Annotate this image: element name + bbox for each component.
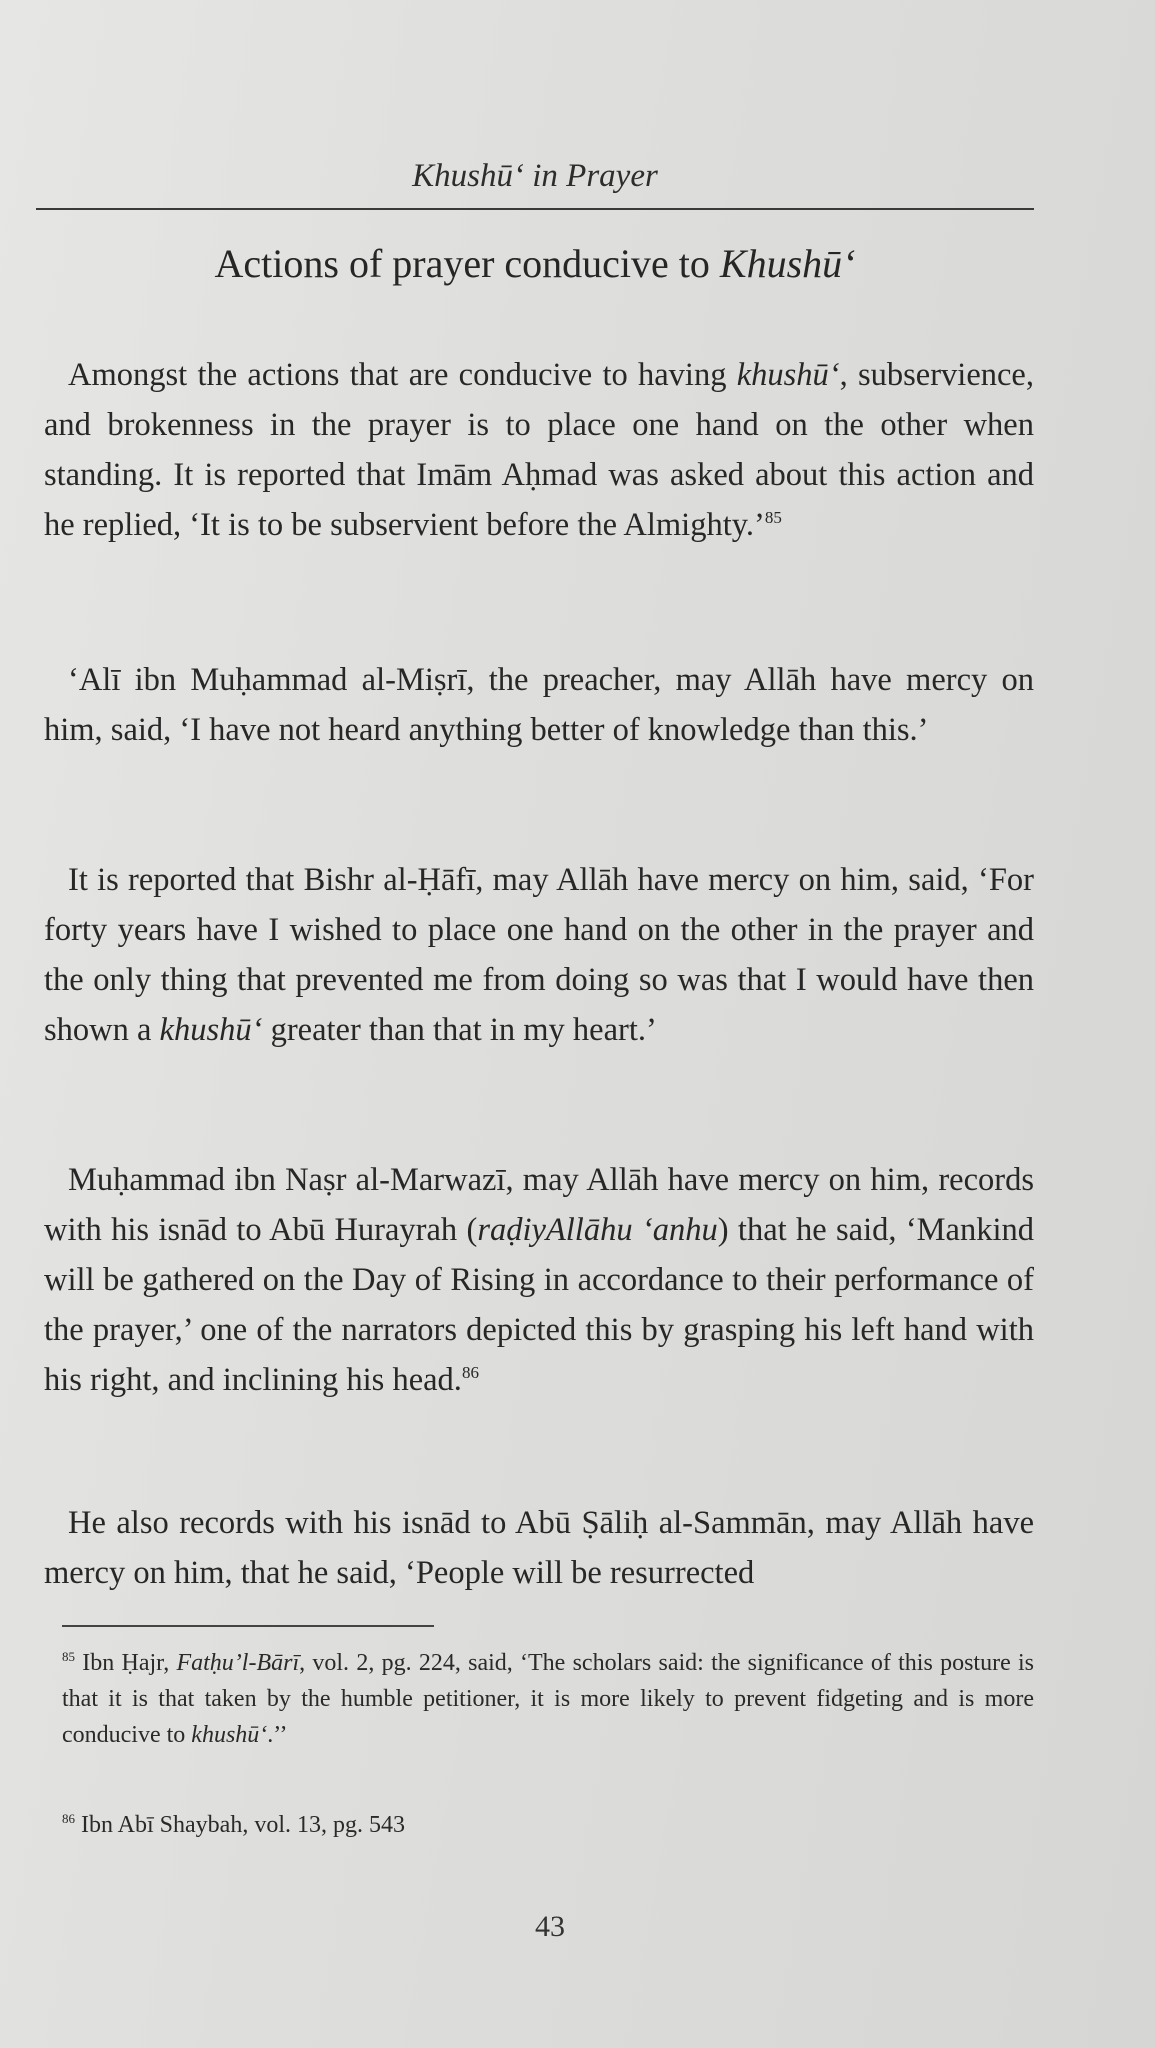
page-number: 43: [535, 1910, 565, 1943]
paragraph-2: [44, 655, 1034, 755]
footnote-85-text-a: Ibn Ḥajr,: [75, 1650, 177, 1676]
paragraph-3-text-a: It is reported that Bishr al-Ḥāfī, may Allāh have mercy on him, said, ‘For forty years have I wished to place one hand on the other in the prayer and the only thing that prevented me from doing so was that I would have then shown a: [44, 862, 1034, 1048]
footnote-85-text-b: , vol. 2, pg. 224, said, ‘The scholars said: the significance of this posture is that it is that taken by the humble petitioner, it is more likely to prevent fidgeting and is more conducive to: [62, 1650, 1034, 1748]
paragraph-4-term: raḍiyAllāhu ‘anhu: [477, 1212, 718, 1248]
footnote-85-text-c: .’’: [267, 1722, 288, 1748]
paragraph-1-term: khushū‘: [736, 357, 840, 393]
paragraph-5-text: He also records with his isnād to Abū Ṣāliḥ al-Sammān, may Allāh have mercy on him, that he said, ‘People will be resurrected: [44, 1505, 1034, 1591]
footnote-85: [62, 1645, 1034, 1753]
footnote-ref-86[interactable]: 86: [461, 1363, 479, 1383]
paragraph-4-text-a: Muḥammad ibn Naṣr al-Marwazī, may Allāh have mercy on him, records with his isnād to Abū Hurayrah (: [44, 1162, 1034, 1248]
paragraph-4: [44, 1155, 1034, 1405]
paragraph-3: [44, 855, 1034, 1055]
footnote-85-number: 85: [62, 1649, 75, 1664]
paragraph-1-text-a: Amongst the actions that are conducive to having: [68, 357, 737, 393]
section-title: [36, 240, 1034, 287]
paragraph-3-text-b: greater than that in my heart.’: [262, 1012, 657, 1048]
paragraph-4-text-b: ) that he said, ‘Mankind will be gathered on the Day of Rising in accordance to their performance of the prayer,’ one of the narrators depicted this by grasping his left hand with his right, and inclining his head.: [44, 1212, 1034, 1398]
paragraph-3-term: khushū‘: [159, 1012, 263, 1048]
section-title-prefix: Actions of prayer conducive to: [214, 241, 720, 286]
paragraph-1-text-b: , subservience, and brokenness in the prayer is to place one hand on the other when standing. It is reported that Imām Aḥmad was asked about this action and he replied, ‘It is to be subservient before the Almighty.’: [44, 357, 1034, 543]
footnote-rule: [62, 1625, 434, 1627]
footnote-85-work: Fatḥu’l-Bārī: [176, 1650, 300, 1676]
footnote-86-text: Ibn Abī Shaybah, vol. 13, pg. 543: [75, 1812, 405, 1838]
section-title-term: Khushū‘: [719, 241, 856, 286]
paragraph-2-text: ‘Alī ibn Muḥammad al-Miṣrī, the preacher, may Allāh have mercy on him, said, ‘I have not heard anything better of knowledge than this.’: [44, 662, 1034, 748]
header-rule: [36, 208, 1034, 210]
running-head: Khushū‘ in Prayer: [412, 158, 658, 194]
footnote-ref-85[interactable]: 85: [764, 508, 782, 528]
paragraph-5: [44, 1498, 1034, 1598]
footnote-85-term: khushū‘: [191, 1722, 268, 1748]
paragraph-1: [44, 350, 1034, 550]
footnote-86-number: 86: [62, 1811, 75, 1826]
footnote-86: [62, 1807, 1034, 1843]
